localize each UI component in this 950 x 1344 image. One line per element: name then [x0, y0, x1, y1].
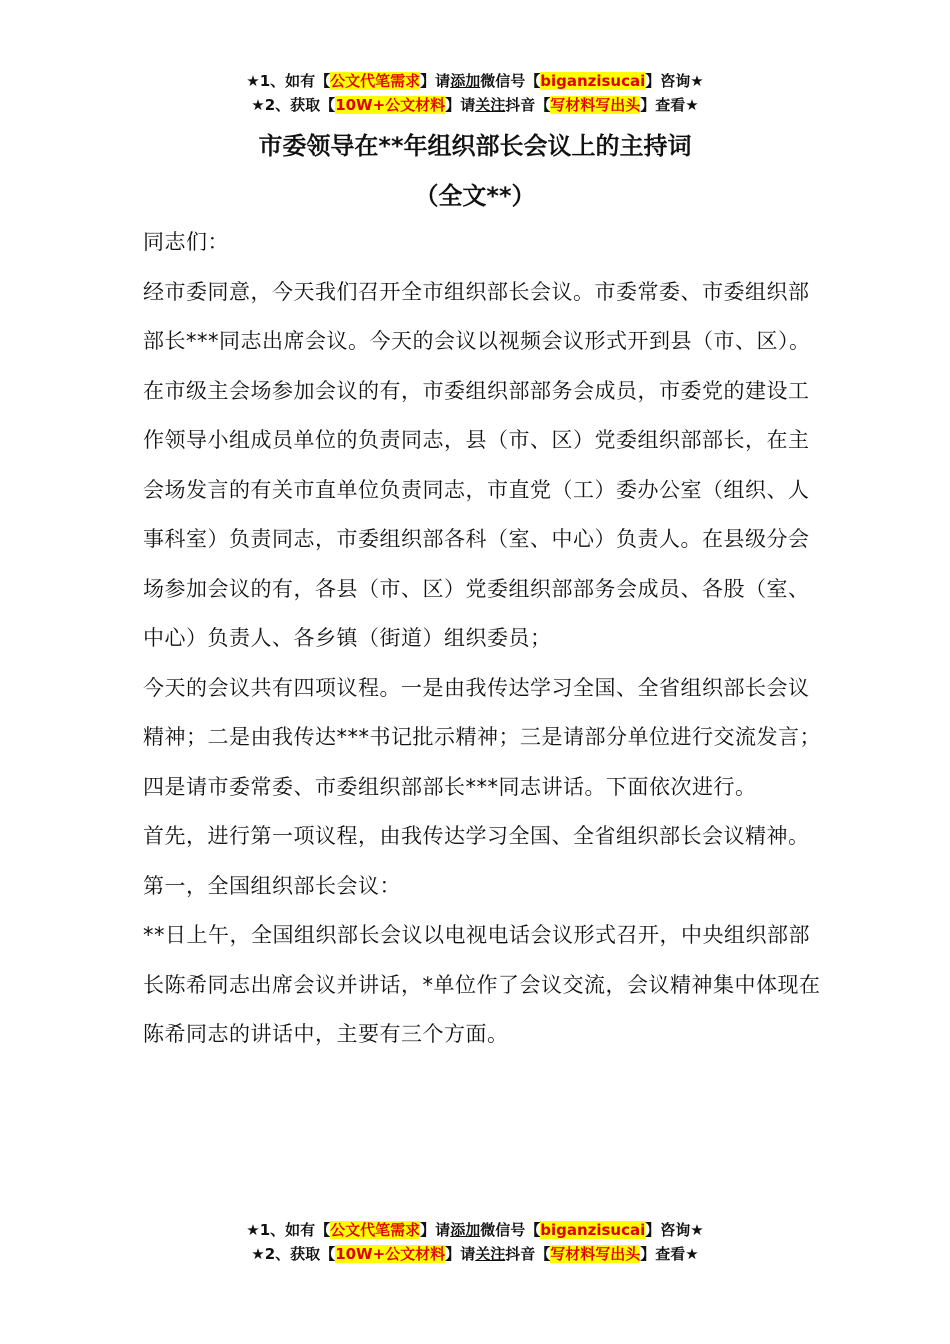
paragraph-heading-national: 第一，全国组织部长会议： — [143, 873, 401, 898]
banner-text: 】请 — [420, 72, 451, 90]
top-banner-line-2 — [0, 93, 950, 117]
banner-text: 抖音【 — [505, 1245, 551, 1263]
banner-text: 】请 — [420, 1221, 451, 1239]
banner-text: 微信号【 — [480, 1221, 541, 1239]
highlight-service: 公文代笔需求 — [330, 1221, 421, 1239]
document-body — [143, 218, 823, 1060]
highlight-materials: 10W+公文材料 — [335, 96, 446, 114]
banner-text: 1、如有【 — [259, 1221, 331, 1239]
highlight-wechat-id: biganzisucai — [540, 1221, 646, 1239]
banner-text: 1、如有【 — [259, 72, 331, 90]
paragraph-national-meeting: **日上午，全国组织部长会议以电视电话会议形式召开，中央组织部部长陈希同志出席会议并讲话，*单位作了会议交流，会议精神集中体现在陈希同志的讲话中，主要有三个方面。 — [143, 923, 821, 1046]
highlight-materials: 10W+公文材料 — [335, 1245, 446, 1263]
paragraph-agenda: 今天的会议共有四项议程。一是由我传达学习全国、全省组织部长会议精神；二是由我传达***书记批示精神；三是请部分单位进行交流发言；四是请市委常委、市委组织部部长***同志讲话。下面依次进行。 — [143, 675, 821, 799]
underlined-follow: 关注 — [475, 96, 506, 114]
star-icon: ★ — [246, 1221, 260, 1239]
highlight-douyin: 写材料写出头 — [550, 1245, 641, 1263]
highlight-douyin: 写材料写出头 — [550, 96, 641, 114]
banner-text: 】请 — [445, 96, 476, 114]
banner-text: 】咨询★ — [645, 1221, 704, 1239]
top-banner-line-1 — [0, 69, 950, 93]
star-icon: ★ — [251, 96, 265, 114]
banner-text: 】咨询★ — [645, 72, 704, 90]
banner-text: 微信号【 — [480, 72, 541, 90]
banner-text: 】查看★ — [640, 1245, 699, 1263]
document-title: 市委领导在**年组织部长会议上的主持词 — [258, 132, 692, 160]
star-icon: ★ — [251, 1245, 265, 1263]
bottom-banner-line-2 — [0, 1242, 950, 1266]
highlight-service: 公文代笔需求 — [330, 72, 421, 90]
underlined-add: 添加 — [450, 1221, 481, 1239]
document-subtitle: （全文**） — [414, 182, 536, 210]
underlined-add: 添加 — [450, 72, 481, 90]
banner-text: 抖音【 — [505, 96, 551, 114]
bottom-banner-line-1 — [0, 1218, 950, 1242]
banner-text: 】查看★ — [640, 96, 699, 114]
greeting: 同志们： — [143, 230, 229, 254]
banner-text: 】请 — [445, 1245, 476, 1263]
star-icon: ★ — [246, 72, 260, 90]
banner-text: 2、获取【 — [264, 96, 336, 114]
banner-text: 2、获取【 — [264, 1245, 336, 1263]
highlight-wechat-id: biganzisucai — [540, 72, 646, 90]
underlined-follow: 关注 — [475, 1245, 506, 1263]
paragraph-first-item: 首先，进行第一项议程，由我传达学习全国、全省组织部长会议精神。 — [143, 824, 810, 848]
paragraph-attendees: 经市委同意，今天我们召开全市组织部长会议。市委常委、市委组织部部长***同志出席会议。今天的会议以视频会议形式开到县（市、区）。在市级主会场参加会议的有，市委组织部部务会成员，市委党的建设工作领导小组成员单位的负责同志，县（市、区）党委组织部部长，在主会场发言的有关市直单位负责同志，市直党（工）委办公室（组织、人事科室）负责同志，市委组织部各科（室、中心）负责人。在县级分会场参加会议的有，各县（市、区）党委组织部部务会成员、各股（室、中心）负责人、各乡镇（街道）组织委员； — [143, 279, 811, 650]
